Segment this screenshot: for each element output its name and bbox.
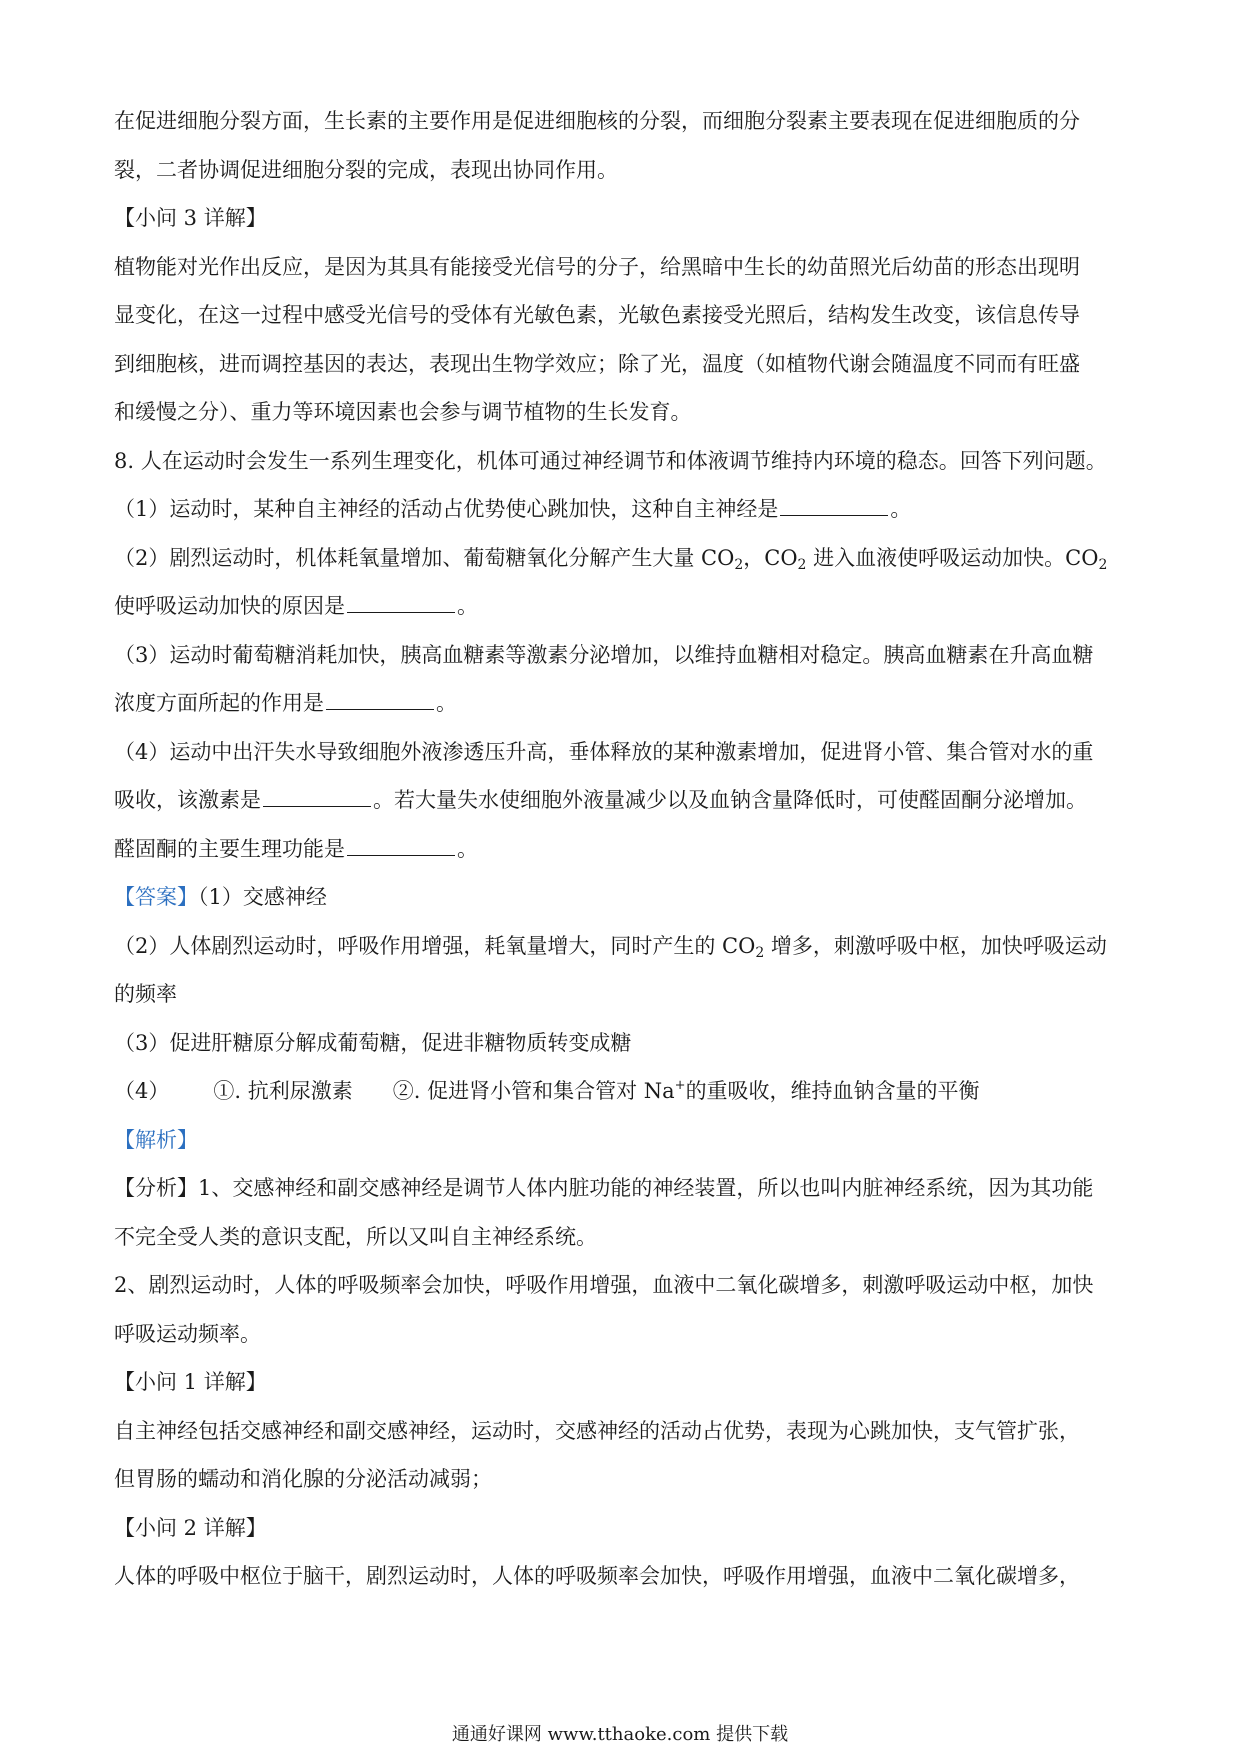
sub-question-4-cont bbox=[114, 776, 1132, 825]
answer-line-3: （3）促进肝糖原分解成葡萄糖，促进非糖物质转变成糖 bbox=[114, 1030, 632, 1055]
sub-question-text: 浓度方面所起的作用是 bbox=[114, 691, 324, 715]
sub-question-2-cont bbox=[114, 582, 1132, 631]
paragraph-line: 植物能对光作出反应，是因为其具有能接受光信号的分子，给黑暗中生长的幼苗照光后幼苗的形态出现明 bbox=[114, 254, 1080, 279]
section-heading: 【小问 1 详解】 bbox=[114, 1370, 267, 1394]
paragraph-line: 不完全受人类的意识支配，所以又叫自主神经系统。 bbox=[114, 1224, 597, 1249]
subscript: 2 bbox=[1098, 556, 1108, 573]
paragraph-line: 在促进细胞分裂方面，生长素的主要作用是促进细胞核的分裂，而细胞分裂素主要表现在促进细胞质的分 bbox=[114, 109, 1080, 133]
subscript: 2 bbox=[755, 944, 765, 961]
sub-question-text: 醛固酮的主要生理功能是 bbox=[114, 836, 345, 861]
sub-question-text: 吸收，该激素是 bbox=[114, 788, 261, 812]
sub-question-text: 使呼吸运动加快的原因是 bbox=[114, 594, 345, 618]
answer-line-2 bbox=[114, 922, 1132, 971]
paragraph-line: 显变化，在这一过程中感受光信号的受体有光敏色素，光敏色素接受光照后，结构发生改变，该信息传导 bbox=[114, 303, 1080, 327]
sub-question-2 bbox=[114, 534, 1132, 583]
sub-question-3-cont bbox=[114, 679, 1132, 728]
answer-blank bbox=[780, 497, 888, 516]
paragraph-line: 呼吸运动频率。 bbox=[114, 1321, 261, 1346]
sub-question-text: （1）运动时，某种自主神经的活动占优势使心跳加快，这种自主神经是 bbox=[114, 497, 779, 521]
subscript: 2 bbox=[797, 556, 807, 573]
section-heading: 【小问 2 详解】 bbox=[114, 1515, 267, 1540]
answer-text: （2）人体剧烈运动时，呼吸作用增强，耗氧量增大，同时产生的 CO bbox=[114, 933, 756, 958]
section-heading: 【小问 3 详解】 bbox=[114, 206, 267, 230]
answer-text: （1）交感神经 bbox=[198, 885, 327, 909]
paragraph-line: 人体的呼吸中枢位于脑干，剧烈运动时，人体的呼吸频率会加快，呼吸作用增强，血液中二氧化碳增多， bbox=[114, 1564, 1080, 1588]
paragraph-line: 2、剧烈运动时，人体的呼吸频率会加快，呼吸作用增强，血液中二氧化碳增多，刺激呼吸运动中枢，加快 bbox=[114, 1273, 1094, 1297]
answer-text: ②. 促进肾小管和集合管对 Na bbox=[392, 1079, 675, 1103]
paragraph-line: 和缓慢之分）、重力等环境因素也会参与调节植物的生长发育。 bbox=[114, 400, 692, 424]
paragraph-line: 裂，二者协调促进细胞分裂的完成，表现出协同作用。 bbox=[114, 157, 618, 182]
sub-question-text: 。若大量失水使细胞外液量减少以及血钠含量降低时，可使醛固酮分泌增加。 bbox=[373, 788, 1087, 812]
analysis-label: 【解析】 bbox=[114, 1127, 198, 1152]
answer-blank bbox=[347, 594, 455, 613]
punctuation: 。 bbox=[457, 836, 478, 861]
punctuation: 。 bbox=[436, 691, 457, 715]
answer-line-4 bbox=[114, 1067, 1132, 1116]
punctuation: 。 bbox=[890, 497, 912, 521]
paragraph-line: 但胃肠的蠕动和消化腺的分泌活动减弱； bbox=[114, 1467, 492, 1491]
answer-blank bbox=[326, 691, 434, 710]
answer-text: （4） bbox=[114, 1079, 170, 1103]
document-body bbox=[114, 97, 1132, 1601]
paragraph-line: 自主神经包括交感神经和副交感神经，运动时，交感神经的活动占优势，表现为心跳加快，支气管扩张， bbox=[114, 1418, 1080, 1443]
punctuation: 。 bbox=[457, 594, 478, 618]
sub-question-3: （3）运动时葡萄糖消耗加快，胰高血糖素等激素分泌增加，以维持血糖相对稳定。胰高血糖素在升高血糖 bbox=[114, 642, 1094, 667]
answer-line-2-cont: 的频率 bbox=[114, 982, 177, 1006]
answer-line-1 bbox=[114, 873, 1132, 922]
question-stem: 8. 人在运动时会发生一系列生理变化，机体可通过神经调节和体液调节维持内环境的稳态。回答下列问题。 bbox=[114, 448, 1107, 473]
sub-question-4: （4）运动中出汗失水导致细胞外液渗透压升高，垂体释放的某种激素增加，促进肾小管、集合管对水的重 bbox=[114, 739, 1094, 764]
sub-question-text: （2）剧烈运动时，机体耗氧量增加、葡萄糖氧化分解产生大量 CO bbox=[114, 545, 735, 570]
subscript: 2 bbox=[734, 556, 744, 573]
superscript: + bbox=[674, 1078, 686, 1093]
sub-question-text: ，CO bbox=[743, 545, 798, 570]
paragraph-line: 到细胞核，进而调控基因的表达，表现出生物学效应；除了光，温度（如植物代谢会随温度不同而有旺盛 bbox=[114, 351, 1080, 376]
sub-question-1 bbox=[114, 485, 1132, 534]
answer-label: 【答案】 bbox=[114, 885, 198, 909]
answer-text: 增多，刺激呼吸中枢，加快呼吸运动 bbox=[764, 933, 1107, 958]
sub-question-4-cont bbox=[114, 825, 1132, 874]
answer-blank bbox=[263, 788, 371, 807]
answer-text: 的重吸收，维持血钠含量的平衡 bbox=[685, 1079, 980, 1103]
answer-blank bbox=[347, 837, 455, 856]
paragraph-line: 【分析】1、交感神经和副交感神经是调节人体内脏功能的神经装置，所以也叫内脏神经系统，因为其功能 bbox=[114, 1176, 1094, 1200]
page-footer: 通通好课网 www.tthaoke.com 提供下载 bbox=[451, 1724, 789, 1745]
sub-question-text: 进入血液使呼吸运动加快。CO bbox=[806, 545, 1099, 570]
answer-text: ①. 抗利尿激素 bbox=[213, 1079, 353, 1103]
